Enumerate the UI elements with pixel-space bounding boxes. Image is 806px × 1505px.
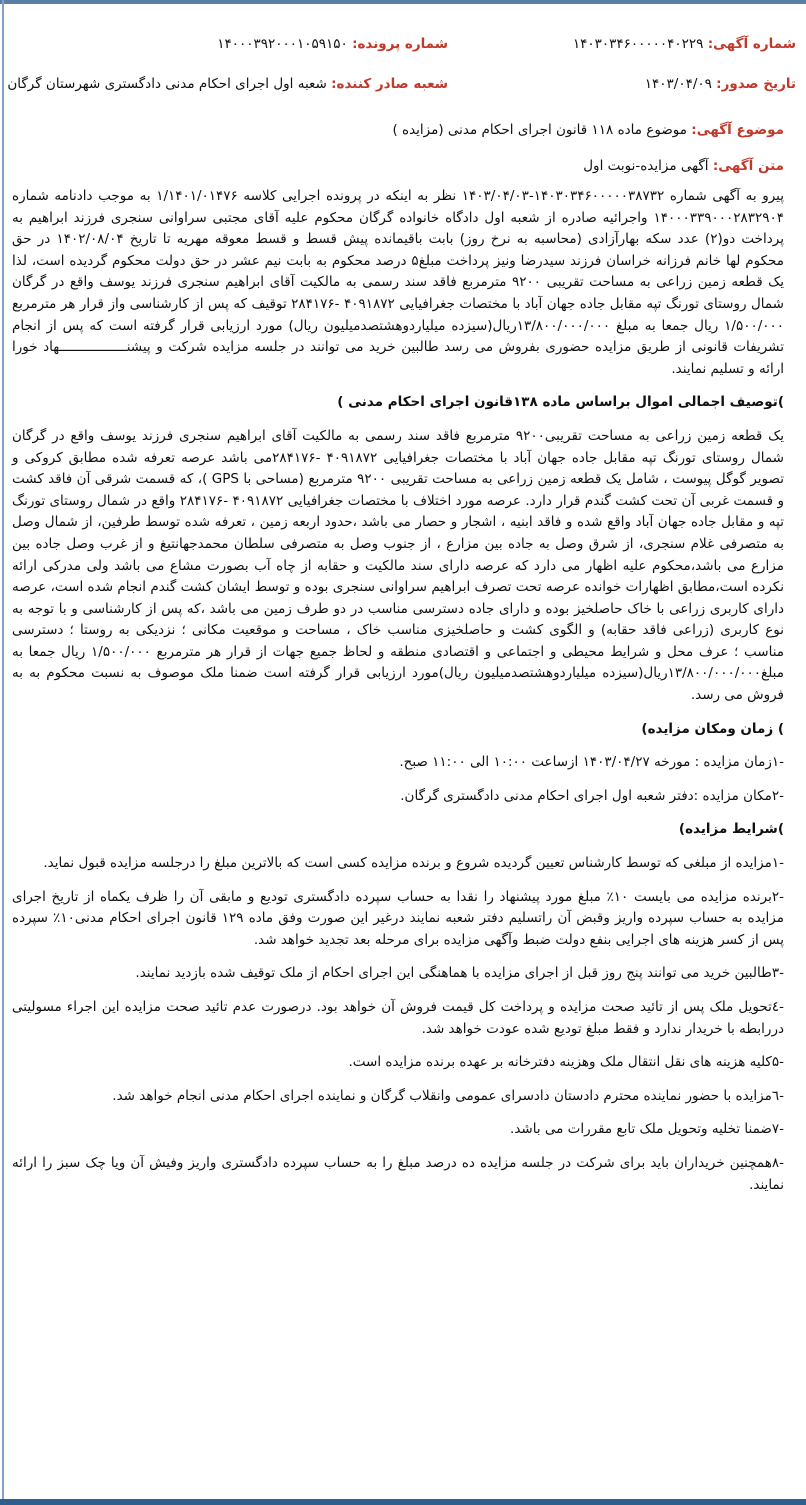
auction-time: -۱زمان مزایده : مورخه ۱۴۰۳/۰۴/۲۷ ازساعت ۱۰:۰۰ الی ۱۱:۰۰ صبح. (399, 754, 784, 771)
paragraph-intro: پیرو به آگهی شماره ۱۴۰۳۰۳۴۶۰۰۰۰۰۳۸۷۳۲-۱۴۰۳/۰۴/۰۳ نظر به اینکه در پرونده اجرایی کلاسه ۱/۱۴۰۱/۰۱۴۷۶ به موجب دادنامه شماره ۱۴۰۰۰۳۳۹۰۰۰۲۸۳۲۹۰۴ واجرائیه صادره از شعبه اول دادگاه خانواده گرگان محکوم علیه آقای مجتبی سراوانی سنجری فرزند ابراهیم به پرداخت دو(۲) عدد سکه بهارآزادی (محاسبه به نرخ روز) بابت باقیمانده پیش قسط و قسط معوقه مهریه تا تاریخ ۱۴۰۲/۰۸/۰۴ در حق محکوم لها خانم فرزانه خراسان فرزند سیدرضا ونیز پرداخت مبلغ۵ درصد محکوم به بابت نیم عشر در حق دولت محکوم گردیده است، لذا یک قطعه زمین زراعی به مساحت تقریبی ۹۲۰۰ مترمربع فاقد سند رسمی به مالکیت آقای ابراهیم سنجری فرزند یوسف واقع در گرگان شمال روستای تورنگ تپه مقابل جاده جهان آباد با مختصات جغرافیایی ۴۰۹۱۸۷۲ -۲۸۴۱۷۶ توقیف که پس از کارشناسی واز قرار هر مترمربع ۱/۵۰۰/۰۰۰ ریال جمعا به مبلغ ۱۳/۸۰۰/۰۰۰/۰۰۰ریال(سیزده میلیاردوهشتصدمیلیون ریال) مورد ارزیابی قرار گرفته است که پس از انجام تشریفات قانونی از طریق مزایده حضوری بفروش می رسد طالبین خرید می توانند در جلسه مزایده شرکت و پیشنـــــــــــــــــهاد خورا ارائه و تسلیم نمایند. (12, 188, 785, 377)
issue-date-label: تاریخ صدور: (716, 76, 796, 92)
condition-2: -۲برنده مزایده می بایست ۱۰٪ مبلغ مورد پیشنهاد را نقدا به حساب سپرده دادگستری تودیع و مابقی آن را ظرف یکماه از تاریخ اجرای مزایده به حساب سپرده واریز وقبض آن راتسلیم دفتر شعبه نمایند درغیر این صورت وفق ماده ۱۲۹ قانون اجرای احکام مدنی۱۰٪ سپرده پس از کسر هزینه های اجرایی بنفع دولت ضبط وآگهی مزایده برای مرحله بعد تجدید خواهد شد. (12, 888, 785, 948)
left-border (2, 0, 4, 1505)
top-border (0, 0, 806, 4)
condition-8: -۸همچنین خریداران باید برای شرکت در جلسه مزایده ده درصد مبلغ را به حساب سپرده دادگستری واریز وفیش آن ویا چک سبز را ارائه نمایند. (12, 1154, 784, 1193)
condition-4: -٤تحویل ملک پس از تائید صحت مزایده و پرداخت کل قیمت فروش آن خواهد بود. درصورت عدم تائید صحت مزایده این اجراء مسولیتی دررابطه با خریدار ندارد و فقط مبلغ تودیع شده عودت خواهد شد. (12, 999, 784, 1037)
section-conditions-heading: )شرایط مزایده) (678, 821, 784, 838)
notice-header (0, 30, 806, 100)
subject-label: موضوع آگهی: (691, 122, 784, 138)
notice-number: ۱۴۰۳۰۳۴۶۰۰۰۰۰۴۰۲۲۹ (572, 36, 704, 52)
file-number-row (217, 36, 448, 52)
text-title: آگهی مزایده-نوبت اول (583, 158, 709, 174)
text-title-row (0, 158, 784, 174)
condition-5: -۵کلیه هزینه های نقل انتقال ملک وهزینه دفترخانه بر عهده برنده مزایده است. (348, 1054, 784, 1071)
issuer-label: شعبه صادر کننده: (331, 76, 448, 92)
issuer: شعبه اول اجرای احکام مدنی دادگستری شهرستان گرگان (7, 76, 327, 92)
subject-row (0, 122, 784, 138)
issue-date: ۱۴۰۳/۰۴/۰۹ (644, 76, 712, 92)
notice-number-row (573, 36, 796, 52)
section-description-heading: )توصیف اجمالی اموال براساس ماده ۱۳۸قانون اجرای احکام مدنی ) (337, 394, 784, 411)
auction-place: -۲مکان مزایده :دفتر شعبه اول اجرای احکام مدنی دادگستری گرگان. (400, 787, 784, 804)
issue-date-row (645, 76, 796, 92)
paragraph-description: یک قطعه زمین زراعی به مساحت تقریبی۹۲۰۰ مترمربع فاقد سند رسمی به مالکیت آقای ابراهیم سنجری فرزند یوسف واقع در گرگان شمال روستای تورنگ تپه مقابل جاده جهان آباد با مختصات جغرافیایی ۴۰۹۱۸۷۲ -۲۸۴۱۷۶می باشد عرصه تعرفه شده مطابق کروکی و تصویر گوگل پیوست ، شامل یک قطعه زمین زراعی به مساحت تقریبی ۹۲۰۰ مترمربع (مساحی با GPS )، که قسمت شرقی آن فاقد کشت و قسمت غربی آن تحت کشت گندم قرار دارد. عرصه مورد اختلاف با مختصات جغرافیایی ۴۰۹۱۸۷۲ -۲۸۴۱۷۶ واقع در شمال روستای تورنگ تپه و مقابل جاده جهان آباد واقع شده و فاقد ابنیه ، اشجار و حصار می باشد ،حدود اربعه زمین ، تعرفه شده توسط طرفین، از شمال وصل به متصرفی غلام سنجری، از شرق وصل به جاده بین مزارع ، از جنوب وصل به متصرفی سلطان محمدجهانتیغ و از غرب وصل جاده بین مزارع می باشد،محکوم علیه اظهار می دارد که عرصه دارای سند مالکیت و حقابه از چاه آب بصورت مشاع می باشد ولی مدرکی ارائه نکرده است،مطابق اظهارات خوانده عرصه تحت تصرف ابراهیم سراوانی سنجری بوده و توسط ایشان کشت گندم انجام شده است، عرصه دارای کاربری زراعی با خاک حاصلخیز بوده و دارای جاده دسترسی مناسب در دو طرف زمین می باشد ،که پس از کارشناسی و با توجه به نوع کاربری (زراعی فاقد حقابه) و الگوی کشت و حاصلخیزی مناسب خاک ، مساحت و موقعیت مکانی ؛ نزدیکی به روستا ؛ دسترسی مناسب ؛ عرف محل و شرایط محیطی و اجتماعی و اقتصادی منطقه و لحاظ جمیع جهات از قرار هر مترمربع ۱/۵۰۰/۰۰۰ ریال جمعا به مبلغ۱۳/۸۰۰/۰۰۰/۰۰۰ریال(سیزده میلیاردوهشتصدمیلیون ریال)مورد ارزیابی قرار گرفته است ضمنا ملک موصوف به نسبت محکوم به به فروش می رسد. (12, 427, 785, 704)
file-number: ۱۴۰۰۰۳۹۲۰۰۰۱۰۵۹۱۵۰ (217, 36, 348, 52)
notice-body (12, 186, 784, 1208)
condition-3: -۳طالبین خرید می توانند پنج روز قبل از اجرای مزایده با هماهنگی این اجرای احکام از ملک توقیف شده بازدید نمایند. (135, 965, 784, 982)
condition-6: -٦مزایده با حضور نماینده محترم دادستان دادسرای عمومی وانقلاب گرگان و نماینده اجرای احکام مدنی انجام خواهد شد. (112, 1087, 784, 1104)
notice-number-label: شماره آگهی: (707, 36, 796, 52)
condition-1: -۱مزایده از مبلغی که توسط کارشناس تعیین گردیده شروع و برنده مزایده کسی است که بالاترین مبلغ را درجلسه مزایده قبول نماید. (43, 855, 784, 872)
issuer-row (7, 76, 448, 92)
condition-7: -۷ضمنا تخلیه وتحویل ملک تابع مقررات می باشد. (510, 1121, 784, 1138)
text-label: متن آگهی: (712, 158, 784, 174)
bottom-border (0, 1499, 806, 1505)
file-number-label: شماره پرونده: (352, 36, 448, 52)
section-time-place-heading: ) زمان ومکان مزایده) (641, 720, 784, 737)
subject: موضوع ماده ۱۱۸ قانون اجرای احکام مدنی (مزایده ) (392, 122, 687, 138)
